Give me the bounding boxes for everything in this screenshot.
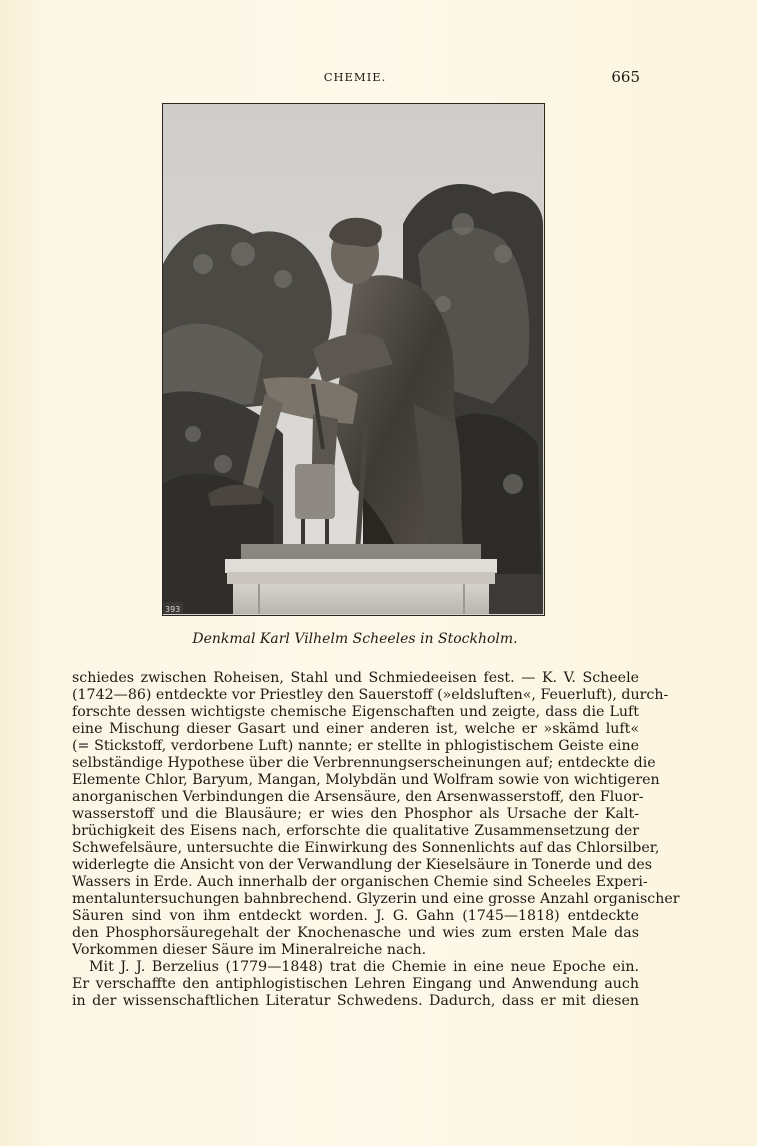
text-line: Vorkommen dieser Säure im Mineralreiche nach. <box>72 942 427 958</box>
text-line: Säuren sind von ihm entdeckt worden. J. G. Gahn (1745—1818) entdeckte <box>72 908 639 924</box>
text-line: selbständige Hypothese über die Verbrennungserscheinungen auf; entdeckte die <box>72 755 656 771</box>
text-line: eine Mischung dieser Gasart und einer anderen ist, welche er »skämd luft« <box>72 721 639 737</box>
text-line: widerlegte die Ansicht von der Verwandlung der Kieselsäure in Tonerde und des <box>72 857 653 873</box>
text-line: Er verschaffte den antiphlogistischen Lehren Eingang und Anwendung auch <box>72 976 639 992</box>
text-line: Wassers in Erde. Auch innerhalb der organischen Chemie sind Scheeles Experi- <box>72 874 648 890</box>
text-line: mentaluntersuchungen bahnbrechend. Glyzerin und eine grosse Anzahl organischer <box>72 891 680 907</box>
page-number: 665 <box>611 68 640 86</box>
text-line: den Phosphorsäuregehalt der Knochenasche und wies zum ersten Male das <box>72 925 639 941</box>
text-line: Mit J. J. Berzelius (1779—1848) trat die Chemie in eine neue Epoche ein. <box>89 959 639 975</box>
plate-number: 393 <box>165 605 181 614</box>
text-line: anorganischen Verbindungen die Arsensäure, den Arsenwasserstoff, den Fluor- <box>72 789 644 805</box>
text-line: Schwefelsäure, untersuchte die Einwirkung des Sonnenlichts auf das Chlorsilber, <box>72 840 660 856</box>
page-header <box>70 68 640 88</box>
text-line: brüchigkeit des Eisens nach, erforschte die qualitative Zusammensetzung der <box>72 823 639 839</box>
running-title: CHEMIE. <box>323 70 387 84</box>
body-text <box>72 670 680 1010</box>
text-line: (1742—86) entdeckte vor Priestley den Sauerstoff (»eldsluften«, Feuerluft), durch- <box>72 687 669 703</box>
statue-photograph <box>162 103 545 616</box>
statue-image <box>163 104 543 614</box>
text-line: Elemente Chlor, Baryum, Mangan, Molybdän und Wolfram sowie von wichtigeren <box>72 772 660 788</box>
text-line: in der wissenschaftlichen Literatur Schwedens. Dadurch, dass er mit diesen <box>72 993 639 1009</box>
text-line: schiedes zwischen Roheisen, Stahl und Schmiedeeisen fest. — K. V. Scheele <box>72 670 639 686</box>
text-line: (= Stickstoff, verdorbene Luft) nannte; er stellte in phlogistischem Geiste eine <box>72 738 639 754</box>
text-line: forschte dessen wichtigste chemische Eigenschaften und zeigte, dass die Luft <box>72 704 639 720</box>
figure-caption: Denkmal Karl Vilhelm Scheeles in Stockholm. <box>192 631 518 647</box>
text-line: wasserstoff und die Blausäure; er wies den Phosphor als Ursache der Kalt- <box>72 806 639 822</box>
